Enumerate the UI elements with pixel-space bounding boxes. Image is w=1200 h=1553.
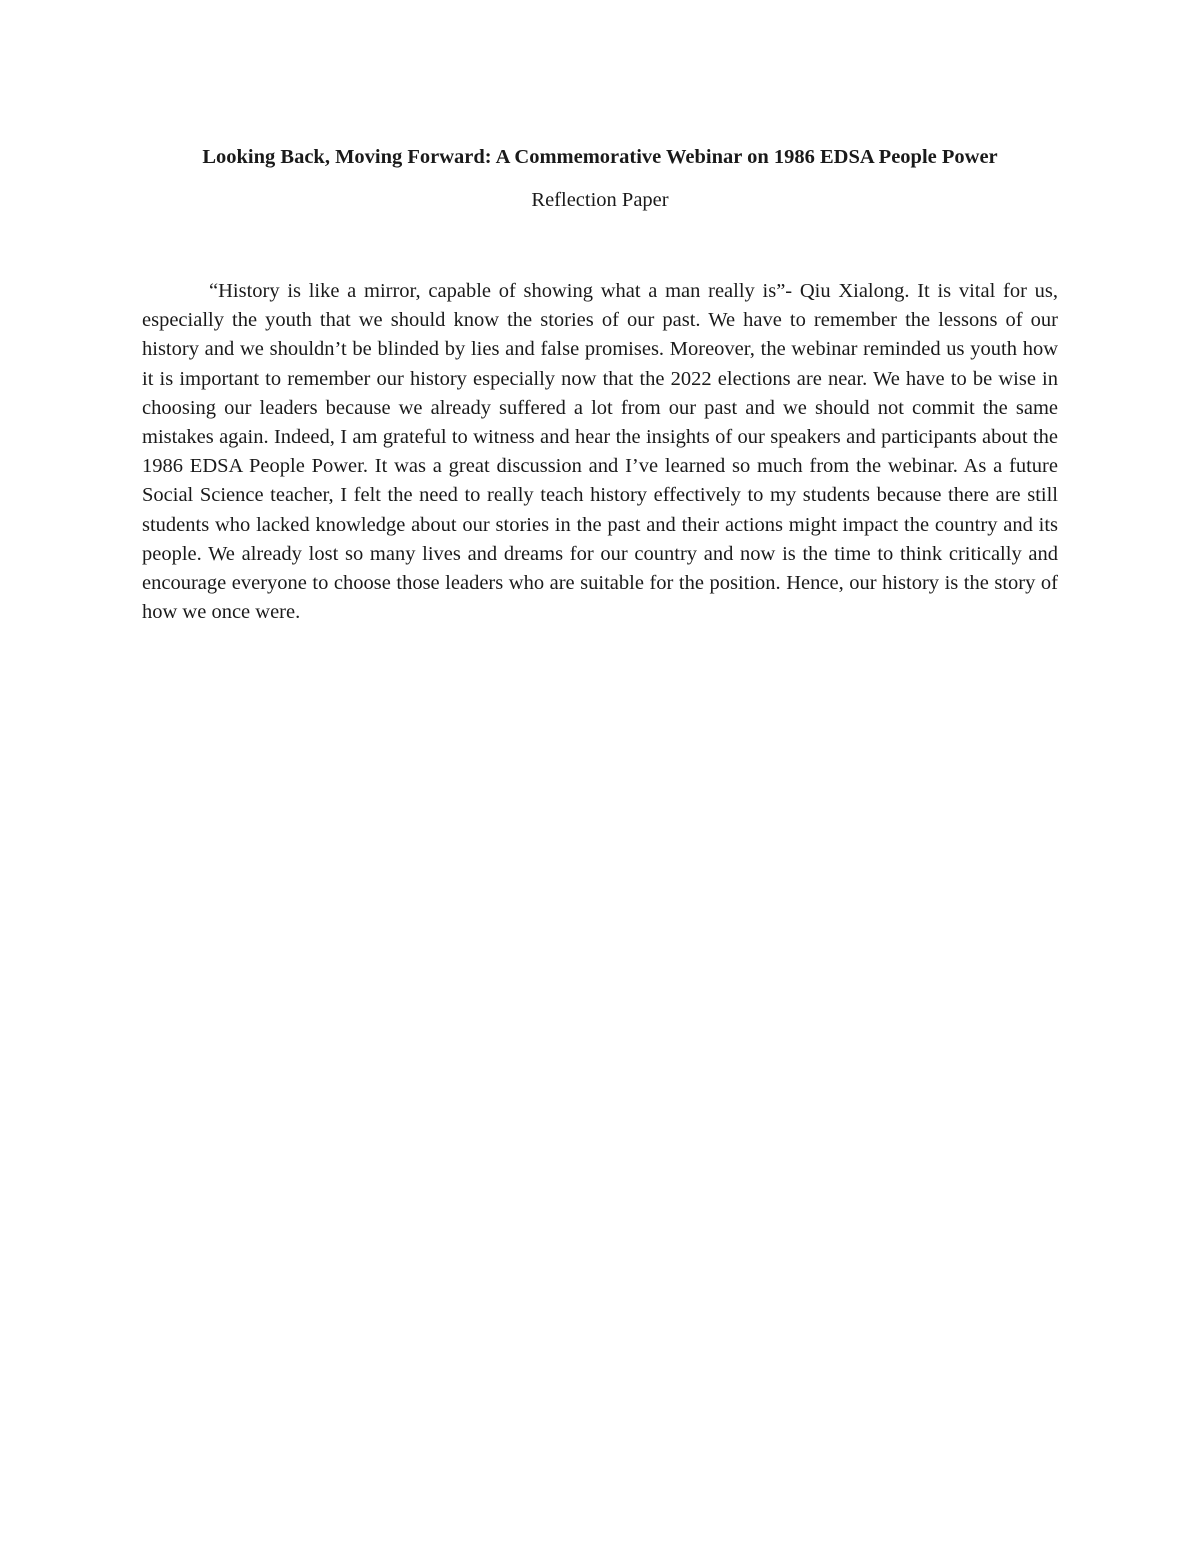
document-title: Looking Back, Moving Forward: A Commemorative Webinar on 1986 EDSA People Power — [202, 146, 998, 168]
body-paragraph: “History is like a mirror, capable of showing what a man really is”- Qiu Xialong. It is vital for us, especially the youth that we should know the stories of our past. We have to remember the lessons of our history and we shouldn’t be blinded by lies and false promises. Moreover, the webinar reminded us youth how it is important to remember our history especially now that the 2022 elections are near. We have to be wise in choosing our leaders because we already suffered a lot from our past and we should not commit the same mistakes again. Indeed, I am grateful to witness and hear the insights of our speakers and participants about the 1986 EDSA People Power. It was a great discussion and I’ve learned so much from the webinar. As a future Social Science teacher, I felt the need to really teach history effectively to my students because there are still students who lacked knowledge about our stories in the past and their actions might impact the country and its people. We already lost so many lives and dreams for our country and now is the time to think critically and encourage everyone to choose those leaders who are suitable for the position. Hence, our history is the story of how we once were. — [142, 280, 1058, 624]
document-subtitle: Reflection Paper — [531, 189, 669, 211]
